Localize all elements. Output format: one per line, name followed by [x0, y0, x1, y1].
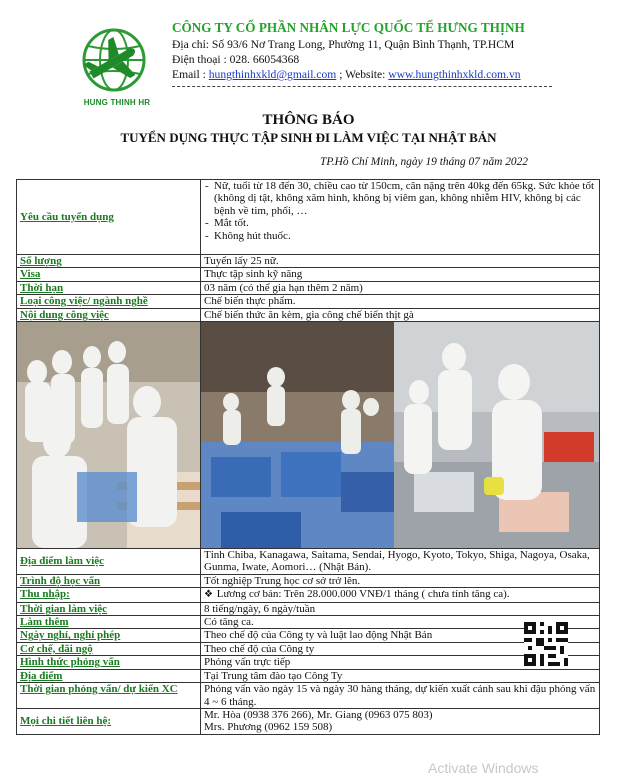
education-label: Trình độ học vấn	[17, 574, 201, 587]
table-row	[17, 308, 600, 321]
table-row	[17, 574, 600, 587]
requirements-label: Yêu cầu tuyển dụng	[17, 180, 201, 255]
table-row	[17, 588, 600, 602]
table-row	[17, 295, 600, 308]
requirements-value	[201, 180, 600, 255]
table-row	[17, 268, 600, 281]
table-row	[17, 629, 600, 642]
company-phone: Điện thoại : 028. 66054368	[172, 53, 300, 66]
location-value: Tại Trung tâm đào tạo Công Ty	[201, 669, 600, 682]
holidays-value: Theo chế độ của Công ty và luật lao động Nhật Bản	[201, 629, 600, 642]
email-label: Email :	[172, 68, 209, 81]
income-value	[201, 588, 600, 602]
table-row	[17, 255, 600, 268]
income-text: Lương cơ bản: Trên 28.000.000 VNĐ/1 tháng ( chưa tính tăng ca).	[216, 588, 510, 601]
website-link[interactable]: www.hungthinhxkld.com.vn	[388, 68, 521, 81]
job-type-label: Loại công việc/ ngành nghề	[17, 295, 201, 308]
photo-cell-right	[201, 322, 600, 549]
benefits-label: Cơ chế, đãi ngộ	[17, 642, 201, 655]
processing-photo	[394, 322, 600, 548]
contact-label: Mọi chi tiết liên hệ:	[17, 708, 201, 734]
duration-label: Thời hạn	[17, 281, 201, 294]
table-row	[17, 669, 600, 682]
holidays-label: Ngày nghỉ, nghỉ phép	[17, 629, 201, 642]
interview-format-value: Phỏng vấn trực tiếp	[201, 656, 600, 669]
photo-cell-left	[17, 322, 201, 549]
notice-subtitle: TUYỂN DỤNG THỰC TẬP SINH ĐI LÀM VIỆC TẠI NHẬT BẢN	[120, 130, 497, 145]
table-row	[17, 616, 600, 629]
working-hours-label: Thời gian làm việc	[17, 602, 201, 615]
table-row	[17, 642, 600, 655]
income-label: Thu nhập:	[17, 588, 201, 602]
contact-line	[172, 68, 521, 81]
overtime-label: Làm thêm	[17, 616, 201, 629]
education-value: Tốt nghiệp Trung học cơ sở trở lên.	[201, 574, 600, 587]
photo-row	[17, 322, 600, 549]
email-link[interactable]: hungthinhxkld@gmail.com	[208, 68, 337, 81]
job-content-label: Nội dung công việc	[17, 308, 201, 321]
table-row	[17, 656, 600, 669]
header-divider	[172, 86, 552, 87]
requirement-item: - Nữ, tuổi từ 18 đến 30, chiều cao từ 150cm, cân nặng trên 40kg đến 65kg. Sức khỏe tốt (không dị tật, không xăm hình, không bị viêm gan, không nhiễm HIV, không bị các bệnh về tim, phổi, …	[204, 180, 596, 217]
contact-value	[201, 708, 600, 734]
contact-line-1: Mr. Hòa (0938 376 266), Mr. Giang (0963 075 803)	[204, 708, 433, 721]
table-row	[17, 708, 600, 734]
requirement-item: - Mắt tốt.	[204, 217, 596, 229]
table-row	[17, 683, 600, 709]
quantity-label: Số lượng	[17, 255, 201, 268]
recruitment-table	[16, 179, 600, 735]
visa-value: Thực tập sinh kỹ năng	[201, 268, 600, 281]
company-name: CÔNG TY CỔ PHẦN NHÂN LỰC QUỐC TẾ HƯNG THỊNH	[172, 20, 525, 35]
packing-photo	[201, 322, 394, 548]
interview-time-label: Thời gian phỏng vấn/ dự kiến XC	[17, 683, 201, 709]
company-address: Địa chỉ: Số 93/6 Nơ Trang Long, Phường 11, Quận Bình Thạnh, TP.HCM	[172, 38, 515, 51]
table-row	[17, 602, 600, 615]
brand-name: HUNG THINH HR	[83, 98, 151, 107]
factory-photo	[17, 322, 200, 548]
table-row	[17, 281, 600, 294]
workplace-value: Tỉnh Chiba, Kanagawa, Saitama, Sendai, Hyogo, Kyoto, Tokyo, Shiga, Nagoya, Osaka, Gunma, Iwate, Aomori… (Nhật Bản).	[201, 549, 600, 575]
quantity-value: Tuyển lấy 25 nữ.	[201, 255, 600, 268]
activation-watermark: Activate Windows	[428, 760, 539, 776]
website-label: ; Website:	[336, 68, 389, 81]
contact-line-2: Mrs. Phương (0962 159 508)	[204, 721, 333, 734]
table-row	[17, 180, 600, 255]
table-row	[17, 549, 600, 575]
qr-code[interactable]	[524, 622, 568, 666]
workplace-label: Địa điểm làm việc	[17, 549, 201, 575]
duration-value: 03 năm (có thể gia hạn thêm 2 năm)	[201, 281, 600, 294]
airplane-globe-icon	[78, 24, 150, 98]
requirement-item: - Không hút thuốc.	[204, 230, 596, 242]
company-logo	[78, 24, 150, 98]
interview-time-value: Phỏng vấn vào ngày 15 và ngày 30 hàng tháng, dự kiến xuất cảnh sau khi đậu phỏng vấn 4 ~ 6 tháng.	[201, 683, 600, 709]
benefits-value: Theo chế độ của Công ty	[201, 642, 600, 655]
job-type-value: Chế biến thực phẩm.	[201, 295, 600, 308]
overtime-value: Có tăng ca.	[201, 616, 600, 629]
date-line: TP.Hồ Chí Minh, ngày 19 tháng 07 năm 2022	[320, 156, 528, 168]
visa-label: Visa	[17, 268, 201, 281]
location-label: Địa điểm	[17, 669, 201, 682]
working-hours-value: 8 tiếng/ngày, 6 ngày/tuần	[201, 602, 600, 615]
interview-format-label: Hình thức phỏng vấn	[17, 656, 201, 669]
diamond-bullet-icon: ❖	[204, 589, 213, 601]
job-content-value: Chế biến thức ăn kèm, gia công chế biến thịt gà	[201, 308, 600, 321]
notice-title: THÔNG BÁO	[262, 112, 355, 128]
